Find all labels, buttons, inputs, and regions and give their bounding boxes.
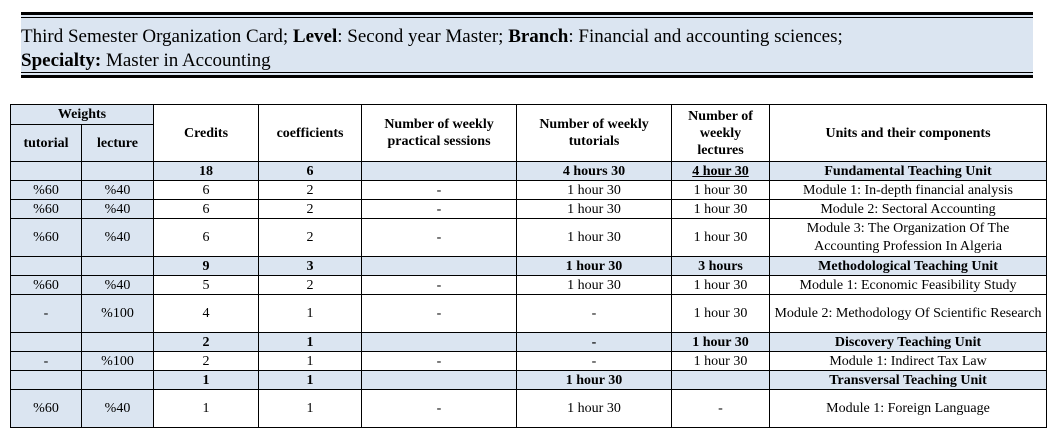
lecture-cell — [82, 162, 154, 181]
table-row — [11, 200, 1047, 219]
table-row — [11, 333, 1047, 352]
tutorials-cell: - — [517, 295, 672, 333]
table-row — [11, 257, 1047, 276]
credits-cell: 4 — [154, 295, 259, 333]
component-cell: Module 1: Foreign Language — [770, 390, 1047, 428]
lectures-cell — [672, 371, 770, 390]
coef-cell: 3 — [259, 257, 362, 276]
weights-header: Weights — [11, 105, 154, 125]
lecture-header: lecture — [82, 125, 154, 162]
lectures-cell: - — [672, 390, 770, 428]
lectures-cell: 1 hour 30 — [672, 219, 770, 257]
practical-cell: - — [362, 200, 517, 219]
credits-cell: 2 — [154, 333, 259, 352]
lectures-cell: 1 hour 30 — [672, 333, 770, 352]
tutorial-cell: %60 — [11, 219, 82, 257]
credits-cell: 18 — [154, 162, 259, 181]
coef-cell: 1 — [259, 295, 362, 333]
practical-cell — [362, 333, 517, 352]
practical-cell: - — [362, 352, 517, 371]
practical-cell: - — [362, 295, 517, 333]
table-row — [11, 276, 1047, 295]
table-row — [11, 371, 1047, 390]
card-title — [21, 25, 1033, 73]
lecture-cell — [82, 333, 154, 352]
credits-cell: 2 — [154, 352, 259, 371]
coef-cell: 1 — [259, 352, 362, 371]
lecture-cell — [82, 257, 154, 276]
credits-cell: 5 — [154, 276, 259, 295]
branch-value: : Financial and accounting sciences; — [568, 26, 843, 47]
level-value: : Second year Master; — [337, 26, 504, 47]
component-cell: Module 3: The Organization Of The Accounting Profession In Algeria — [770, 219, 1047, 257]
lectures-header: Number of weekly lectures — [672, 105, 770, 162]
coef-cell: 2 — [259, 219, 362, 257]
lectures-cell: 1 hour 30 — [672, 200, 770, 219]
tutorial-cell — [11, 333, 82, 352]
tutorials-cell: 1 hour 30 — [517, 219, 672, 257]
component-cell: Module 2: Methodology Of Scientific Research — [770, 295, 1047, 333]
lectures-cell: 1 hour 30 — [672, 181, 770, 200]
tutorial-header: tutorial — [11, 125, 82, 162]
tutorials-cell: 1 hour 30 — [517, 390, 672, 428]
units-header: Units and their components — [770, 105, 1047, 162]
table-row — [11, 390, 1047, 428]
coefficients-header: coefficients — [259, 105, 362, 162]
lectures-cell: 4 hour 30 — [672, 162, 770, 181]
tutorial-cell — [11, 371, 82, 390]
coef-cell: 2 — [259, 181, 362, 200]
tutorials-cell: 1 hour 30 — [517, 181, 672, 200]
organization-table — [10, 104, 1047, 428]
tutorial-cell: %60 — [11, 276, 82, 295]
lecture-cell: %100 — [82, 352, 154, 371]
tutorials-cell: - — [517, 333, 672, 352]
lecture-cell: %40 — [82, 200, 154, 219]
practical-cell: - — [362, 219, 517, 257]
practical-cell: - — [362, 181, 517, 200]
credits-header: Credits — [154, 105, 259, 162]
credits-cell: 6 — [154, 219, 259, 257]
coef-cell: 2 — [259, 276, 362, 295]
lectures-cell: 1 hour 30 — [672, 352, 770, 371]
lecture-cell: %40 — [82, 390, 154, 428]
component-cell: Module 1: Indirect Tax Law — [770, 352, 1047, 371]
coef-cell: 1 — [259, 333, 362, 352]
lectures-cell: 1 hour 30 — [672, 276, 770, 295]
title-prefix: Third Semester Organization Card; — [21, 26, 289, 47]
card-title-box — [21, 12, 1033, 78]
table-row — [11, 181, 1047, 200]
level-label: Level — [292, 26, 338, 47]
tutorial-cell: %60 — [11, 200, 82, 219]
header-row-1 — [11, 105, 1047, 125]
lecture-cell: %40 — [82, 276, 154, 295]
tutorials-cell: 1 hour 30 — [517, 257, 672, 276]
coef-cell: 1 — [259, 371, 362, 390]
practical-cell: - — [362, 276, 517, 295]
tutorial-cell — [11, 162, 82, 181]
credits-cell: 9 — [154, 257, 259, 276]
lecture-cell: %40 — [82, 181, 154, 200]
credits-cell: 1 — [154, 371, 259, 390]
specialty-value: Master in Accounting — [105, 50, 271, 71]
practical-header: Number of weekly practical sessions — [362, 105, 517, 162]
practical-cell — [362, 162, 517, 181]
lectures-cell: 1 hour 30 — [672, 295, 770, 333]
tutorials-cell: 1 hour 30 — [517, 276, 672, 295]
lectures-cell: 3 hours — [672, 257, 770, 276]
component-cell: Methodological Teaching Unit — [770, 257, 1047, 276]
tutorial-cell: %60 — [11, 390, 82, 428]
component-cell: Module 1: In-depth financial analysis — [770, 181, 1047, 200]
tutorial-cell — [11, 257, 82, 276]
tutorials-cell: 4 hours 30 — [517, 162, 672, 181]
credits-cell: 1 — [154, 390, 259, 428]
coef-cell: 1 — [259, 390, 362, 428]
coef-cell: 2 — [259, 200, 362, 219]
specialty-label: Specialty: — [21, 50, 102, 71]
component-cell: Transversal Teaching Unit — [770, 371, 1047, 390]
table-row — [11, 352, 1047, 371]
branch-label: Branch — [508, 26, 569, 47]
table-row — [11, 219, 1047, 257]
practical-cell — [362, 371, 517, 390]
table-row — [11, 162, 1047, 181]
tutorial-cell: - — [11, 352, 82, 371]
tutorials-cell: 1 hour 30 — [517, 371, 672, 390]
tutorial-cell: %60 — [11, 181, 82, 200]
tutorials-header: Number of weekly tutorials — [517, 105, 672, 162]
component-cell: Fundamental Teaching Unit — [770, 162, 1047, 181]
lecture-cell: %100 — [82, 295, 154, 333]
tutorials-cell: 1 hour 30 — [517, 200, 672, 219]
component-cell: Discovery Teaching Unit — [770, 333, 1047, 352]
table-row — [11, 295, 1047, 333]
tutorial-cell: - — [11, 295, 82, 333]
lecture-cell — [82, 371, 154, 390]
credits-cell: 6 — [154, 181, 259, 200]
lecture-cell: %40 — [82, 219, 154, 257]
tutorials-cell: - — [517, 352, 672, 371]
coef-cell: 6 — [259, 162, 362, 181]
practical-cell — [362, 257, 517, 276]
component-cell: Module 2: Sectoral Accounting — [770, 200, 1047, 219]
practical-cell: - — [362, 390, 517, 428]
credits-cell: 6 — [154, 200, 259, 219]
component-cell: Module 1: Economic Feasibility Study — [770, 276, 1047, 295]
